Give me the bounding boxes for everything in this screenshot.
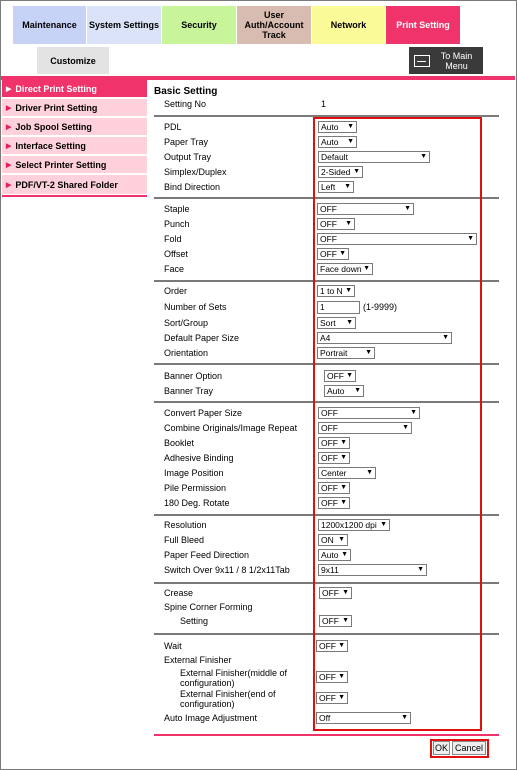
select-banner-tray[interactable]: Auto ▼: [324, 385, 364, 397]
tab-maintenance[interactable]: Maintenance: [13, 6, 86, 44]
dropdown-arrow-icon: ▼: [442, 334, 449, 341]
dropdown-arrow-icon: ▼: [340, 499, 347, 506]
dropdown-arrow-icon: ▼: [341, 551, 348, 558]
to-main-menu-label: To Main Menu: [440, 50, 473, 71]
dropdown-arrow-icon: ▼: [365, 349, 372, 356]
label-paper-feed-direction: Paper Feed Direction: [164, 550, 250, 560]
label-sort-group: Sort/Group: [164, 318, 209, 328]
nav-direct-print-setting[interactable]: ▶ Direct Print Setting: [2, 80, 147, 98]
label-output-tray: Output Tray: [164, 152, 212, 162]
dropdown-arrow-icon: ▼: [344, 183, 351, 190]
dropdown-arrow-icon: ▼: [340, 484, 347, 491]
select-spine-setting[interactable]: OFF ▼: [319, 615, 352, 627]
dropdown-arrow-icon: ▼: [404, 205, 411, 212]
label-pdl: PDL: [164, 122, 182, 132]
dropdown-arrow-icon: ▼: [346, 319, 353, 326]
select-output-tray[interactable]: Default ▼: [318, 151, 430, 163]
label-staple: Staple: [164, 204, 190, 214]
triangle-right-icon: ▶: [6, 161, 12, 169]
label-fold: Fold: [164, 234, 182, 244]
select-adhesive-binding[interactable]: OFF ▼: [318, 452, 350, 464]
select-wait[interactable]: OFF ▼: [316, 640, 348, 652]
select-face[interactable]: Face down ▼: [317, 263, 373, 275]
nav-pdf-vt2-shared-folder[interactable]: ▶ PDF/VT-2 Shared Folder: [2, 175, 147, 195]
dropdown-arrow-icon: ▼: [342, 617, 349, 624]
select-orientation[interactable]: Portrait ▼: [317, 347, 375, 359]
dropdown-arrow-icon: ▼: [420, 153, 427, 160]
label-default-paper-size: Default Paper Size: [164, 333, 240, 343]
label-adhesive-binding: Adhesive Binding: [164, 453, 234, 463]
select-switch-over[interactable]: 9x11 ▼: [318, 564, 427, 576]
dropdown-arrow-icon: ▼: [366, 469, 373, 476]
select-180-rotate[interactable]: OFF ▼: [318, 497, 350, 509]
nav-driver-print-setting[interactable]: ▶ Driver Print Setting: [2, 99, 147, 117]
label-image-position: Image Position: [164, 468, 224, 478]
label-pile-permission: Pile Permission: [164, 483, 227, 493]
label-180-rotate: 180 Deg. Rotate: [164, 498, 230, 508]
dropdown-arrow-icon: ▼: [380, 521, 387, 528]
label-banner-tray: Banner Tray: [164, 386, 214, 396]
select-paper-tray[interactable]: Auto ▼: [318, 136, 357, 148]
select-staple[interactable]: OFF ▼: [317, 203, 414, 215]
select-pdl[interactable]: Auto ▼: [318, 121, 357, 133]
tab-customize[interactable]: Customize: [37, 47, 109, 74]
label-simplex-duplex: Simplex/Duplex: [164, 167, 227, 177]
dropdown-arrow-icon: ▼: [410, 409, 417, 416]
label-paper-tray: Paper Tray: [164, 137, 209, 147]
dropdown-arrow-icon: ▼: [338, 536, 345, 543]
triangle-right-icon: ▶: [6, 181, 12, 189]
select-auto-image-adjustment[interactable]: Off ▼: [316, 712, 411, 724]
highlight-settings-column: [313, 117, 482, 731]
select-banner-option[interactable]: OFF ▼: [324, 370, 356, 382]
select-paper-feed-direction[interactable]: Auto ▼: [318, 549, 351, 561]
nav-job-spool-setting[interactable]: ▶ Job Spool Setting: [2, 118, 147, 136]
label-ext-finisher-end: External Finisher(end of configuration): [180, 689, 276, 709]
label-spine-corner-forming: Spine Corner Forming: [164, 602, 253, 612]
ok-button[interactable]: OK: [434, 743, 448, 753]
label-auto-image-adjustment: Auto Image Adjustment: [164, 713, 258, 723]
label-orientation: Orientation: [164, 348, 209, 358]
dropdown-arrow-icon: ▼: [402, 424, 409, 431]
triangle-right-icon: ▶: [6, 123, 12, 131]
triangle-right-icon: ▶: [6, 142, 12, 150]
nav-bottom-line: [2, 195, 147, 197]
dropdown-arrow-icon: ▼: [354, 387, 361, 394]
nav-interface-setting[interactable]: ▶ Interface Setting: [2, 137, 147, 155]
select-ext-finisher-middle[interactable]: OFF ▼: [316, 671, 348, 683]
section-title: Basic Setting: [154, 86, 218, 97]
tab-security[interactable]: Security: [162, 6, 236, 44]
select-resolution[interactable]: 1200x1200 dpi ▼: [318, 519, 390, 531]
dropdown-arrow-icon: ▼: [340, 439, 347, 446]
monitor-icon: [414, 55, 430, 67]
select-default-paper-size[interactable]: A4 ▼: [317, 332, 452, 344]
select-offset[interactable]: OFF ▼: [317, 248, 349, 260]
select-bind-direction[interactable]: Left ▼: [318, 181, 354, 193]
tab-user-auth[interactable]: User Auth/Account Track: [237, 6, 311, 44]
dropdown-arrow-icon: ▼: [347, 123, 354, 130]
label-resolution: Resolution: [164, 520, 207, 530]
label-external-finisher: External Finisher: [164, 655, 232, 665]
dropdown-arrow-icon: ▼: [363, 265, 370, 272]
number-of-sets-hint: (1-9999): [363, 302, 398, 312]
dropdown-arrow-icon: ▼: [347, 138, 354, 145]
dropdown-arrow-icon: ▼: [338, 694, 345, 701]
dropdown-arrow-icon: ▼: [353, 168, 360, 175]
dropdown-arrow-icon: ▼: [338, 673, 345, 680]
label-switch-over: Switch Over 9x11 / 8 1/2x11Tab: [164, 565, 290, 575]
tab-network[interactable]: Network: [312, 6, 385, 44]
label-offset: Offset: [164, 249, 188, 259]
tab-system-settings[interactable]: System Settings: [87, 6, 161, 44]
dropdown-arrow-icon: ▼: [467, 235, 474, 242]
select-ext-finisher-end[interactable]: OFF ▼: [316, 692, 348, 704]
select-full-bleed[interactable]: ON ▼: [318, 534, 348, 546]
input-number-of-sets[interactable]: 1: [317, 301, 360, 314]
label-booklet: Booklet: [164, 438, 195, 448]
select-sort-group[interactable]: Sort ▼: [317, 317, 356, 329]
label-face: Face: [164, 264, 185, 274]
label-bind-direction: Bind Direction: [164, 182, 221, 192]
label-wait: Wait: [164, 641, 182, 651]
to-main-menu-button[interactable]: [409, 47, 483, 74]
dropdown-arrow-icon: ▼: [342, 589, 349, 596]
label-banner-option: Banner Option: [164, 371, 223, 381]
label-combine-originals: Combine Originals/Image Repeat: [164, 423, 298, 433]
triangle-right-icon: ▶: [6, 85, 12, 93]
setting-no-label: Setting No: [164, 99, 207, 109]
setting-no-value: 1: [321, 99, 327, 109]
select-simplex-duplex[interactable]: 2-Sided ▼: [318, 166, 363, 178]
dropdown-arrow-icon: ▼: [340, 454, 347, 461]
dropdown-arrow-icon: ▼: [345, 287, 352, 294]
label-punch: Punch: [164, 219, 190, 229]
nav-select-printer-setting[interactable]: ▶ Select Printer Setting: [2, 156, 147, 174]
triangle-right-icon: ▶: [6, 104, 12, 112]
select-order[interactable]: 1 to N ▼: [317, 285, 355, 297]
dropdown-arrow-icon: ▼: [338, 642, 345, 649]
label-spine-setting: Setting: [180, 616, 209, 626]
select-image-position[interactable]: Center ▼: [318, 467, 376, 479]
label-full-bleed: Full Bleed: [164, 535, 205, 545]
select-convert-paper-size[interactable]: OFF ▼: [318, 407, 420, 419]
label-ext-finisher-middle: External Finisher(middle of configuration): [180, 668, 288, 688]
label-order: Order: [164, 286, 188, 296]
dropdown-arrow-icon: ▼: [401, 714, 408, 721]
select-booklet[interactable]: OFF ▼: [318, 437, 350, 449]
select-pile-permission[interactable]: OFF ▼: [318, 482, 350, 494]
cancel-button[interactable]: Cancel: [452, 741, 486, 755]
label-crease: Crease: [164, 588, 194, 598]
select-fold[interactable]: OFF ▼: [317, 233, 477, 245]
dropdown-arrow-icon: ▼: [417, 566, 424, 573]
content-bottom-line: [154, 734, 499, 736]
select-combine-originals[interactable]: OFF ▼: [318, 422, 412, 434]
dropdown-arrow-icon: ▼: [345, 220, 352, 227]
label-number-of-sets: Number of Sets: [164, 302, 227, 312]
label-convert-paper-size: Convert Paper Size: [164, 408, 243, 418]
tab-print-setting[interactable]: Print Setting: [386, 6, 460, 44]
select-punch[interactable]: OFF ▼: [317, 218, 355, 230]
dropdown-arrow-icon: ▼: [346, 372, 353, 379]
dropdown-arrow-icon: ▼: [339, 250, 346, 257]
select-crease[interactable]: OFF ▼: [319, 587, 352, 599]
